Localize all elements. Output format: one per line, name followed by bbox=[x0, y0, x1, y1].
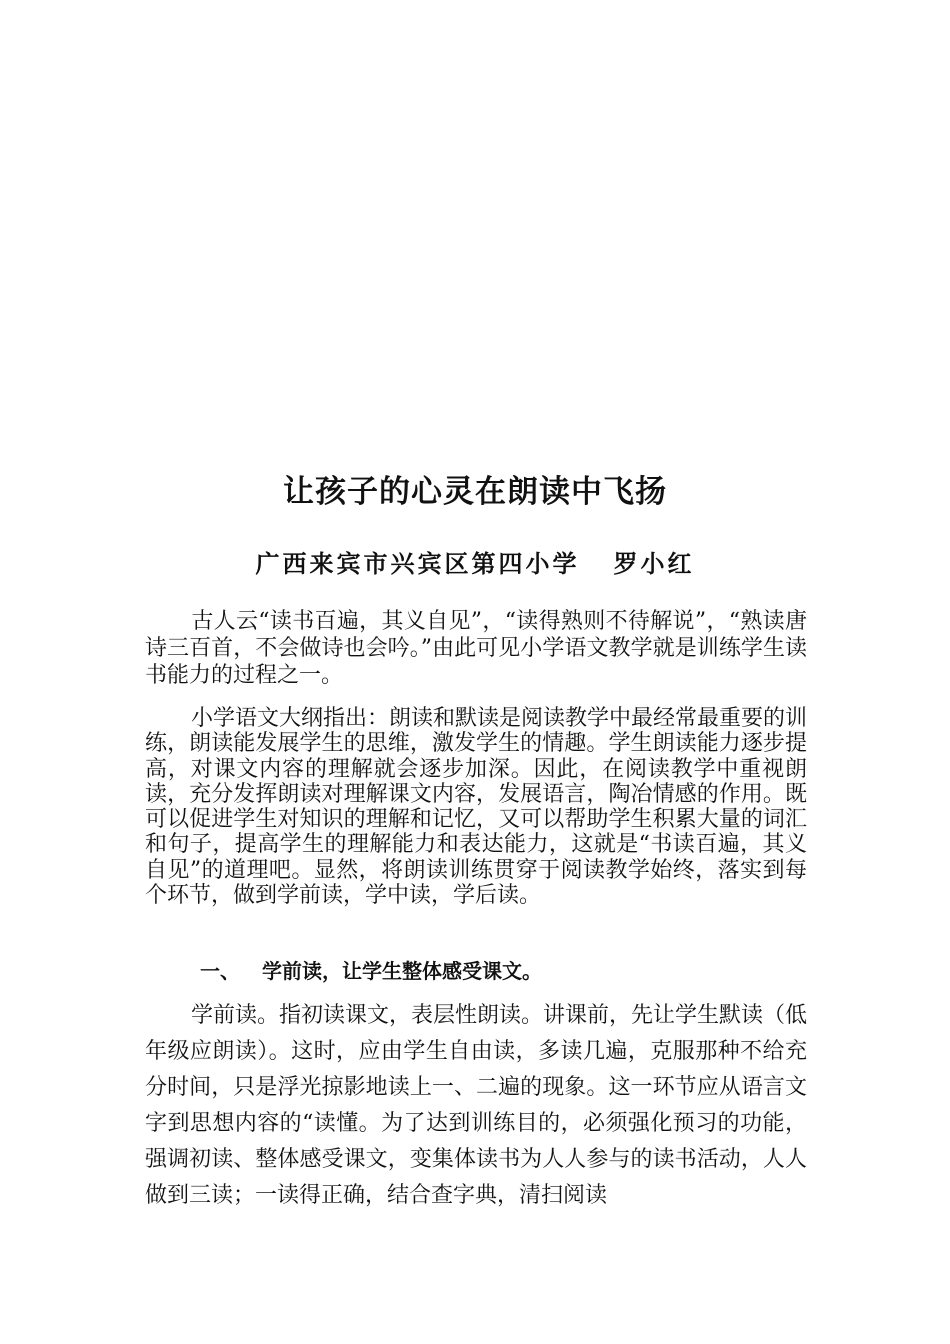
section-heading bbox=[200, 956, 542, 986]
paragraph-section-body bbox=[145, 998, 807, 1214]
author-byline: 广西来宾市兴宾区第四小学 罗小红 bbox=[255, 549, 695, 578]
paragraph-text: 学前读。指初读课文，表层性朗读。讲课前，先让学生默读（低年级应朗读）。这时，应由学生自由读，多读几遍，克服那种不给充分时间，只是浮光掠影地读上一、二遍的现象。这一环节应从语言文字到思想内容的“读懂。为了达到训练目的，必须强化预习的功能，强调初读、整体感受课文，变集体读书为人人参与的读书活动，人人做到三读；一读得正确，结合查字典，清扫阅读 bbox=[145, 1003, 808, 1208]
paragraph-text: 古人云“读书百遍，其义自见”，“读得熟则不待解说”，“熟读唐诗三百首，不会做诗也会吟。”由此可见小学语文教学就是训练学生读书能力的过程之一。 bbox=[145, 609, 807, 688]
document-title: 让孩子的心灵在朗读中飞扬 bbox=[283, 474, 667, 510]
section-number: 一、 bbox=[200, 959, 240, 983]
paragraph-text: 小学语文大纲指出：朗读和默读是阅读教学中最经常最重要的训练，朗读能发展学生的思维，激发学生的情趣。学生朗读能力逐步提高，对课文内容的理解就会逐步加深。因此，在阅读教学中重视朗读，充分发挥朗读对理解课文内容，发展语言，陶冶情感的作用。既可以促进学生对知识的理解和记忆，又可以帮助学生积累大量的词汇和句子，提高学生的理解能力和表达能力，这就是“书读百遍，其义自见”的道理吧。显然，将朗读训练贯穿于阅读教学始终，落实到每个环节，做到学前读，学中读，学后读。 bbox=[145, 706, 808, 909]
paragraph-syllabus bbox=[145, 706, 807, 908]
section-heading-text: 学前读，让学生整体感受课文。 bbox=[262, 959, 542, 983]
paragraph-intro bbox=[145, 608, 807, 689]
